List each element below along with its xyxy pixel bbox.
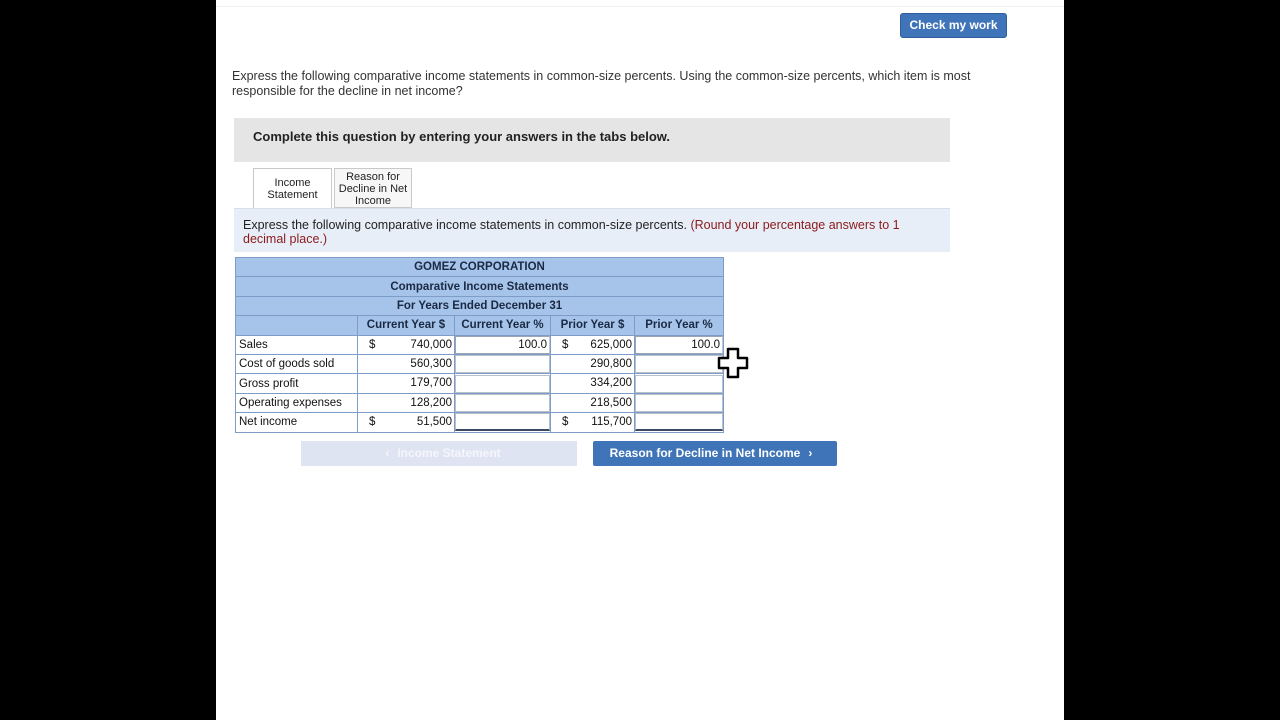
check-my-work-button[interactable]: Check my work xyxy=(900,13,1007,38)
statement-title: Comparative Income Statements xyxy=(236,277,724,296)
table-row xyxy=(236,374,724,393)
row-label: Operating expenses xyxy=(236,393,358,412)
prior-year-percent-input[interactable] xyxy=(635,355,723,373)
instructions-banner: Complete this question by entering your answers in the tabs below. xyxy=(234,118,950,162)
prior-year-percent-cell xyxy=(635,374,724,393)
prior-year-percent-cell xyxy=(635,393,724,412)
prior-year-percent-input[interactable] xyxy=(635,413,723,431)
question-page xyxy=(216,0,1064,720)
current-year-amount xyxy=(358,413,455,432)
tab-income-statement-label: Income Statement xyxy=(267,177,318,201)
previous-tab-label: Income Statement xyxy=(397,446,501,460)
chevron-left-icon: ‹ xyxy=(385,446,390,460)
current-year-percent-cell xyxy=(455,374,551,393)
current-year-percent-cell xyxy=(455,413,551,432)
row-label: Gross profit xyxy=(236,374,358,393)
current-year-percent-cell xyxy=(455,354,551,373)
row-label: Cost of goods sold xyxy=(236,354,358,373)
prior-year-percent-input[interactable] xyxy=(635,375,723,393)
next-tab-button[interactable] xyxy=(593,441,837,466)
amount-value: 560,300 xyxy=(410,357,452,370)
amount-value: 334,200 xyxy=(590,377,632,390)
instructions-text: Express the following comparative income statements in common-size percents. xyxy=(243,218,687,232)
tab-income-statement[interactable] xyxy=(253,168,332,209)
current-year-percent-input[interactable] xyxy=(455,413,550,431)
column-header: Current Year $ xyxy=(358,316,455,335)
question-prompt: Express the following comparative income statements in common-size percents. Using the common-size percents, which item is most responsible for the decline in net income? xyxy=(232,69,971,98)
prior-year-amount xyxy=(551,413,635,432)
amount-value: 290,800 xyxy=(590,357,632,370)
amount-value: 179,700 xyxy=(410,377,452,390)
amount-value: 740,000 xyxy=(410,338,452,351)
prior-year-percent-cell xyxy=(635,354,724,373)
current-year-amount xyxy=(358,335,455,354)
current-year-percent-input[interactable] xyxy=(455,375,550,393)
amount-value: 128,200 xyxy=(410,396,452,409)
prior-year-percent-input[interactable] xyxy=(635,336,723,354)
current-year-percent-input[interactable] xyxy=(455,355,550,373)
income-statement-table xyxy=(235,257,724,433)
prior-year-percent-input[interactable] xyxy=(635,394,723,412)
prior-year-amount xyxy=(551,335,635,354)
amount-value: 218,500 xyxy=(590,396,632,409)
table-row xyxy=(236,335,724,354)
column-header: Current Year % xyxy=(455,316,551,335)
current-year-percent-cell xyxy=(455,335,551,354)
amount-value: 625,000 xyxy=(590,338,632,351)
column-header: Prior Year $ xyxy=(551,316,635,335)
previous-tab-button[interactable] xyxy=(301,441,577,466)
table-row xyxy=(236,393,724,412)
prior-year-percent-cell xyxy=(635,413,724,432)
prior-year-amount xyxy=(551,393,635,412)
currency-symbol: $ xyxy=(562,416,569,429)
table-row xyxy=(236,354,724,373)
tab-reason-for-decline[interactable] xyxy=(334,168,412,208)
current-year-percent-cell xyxy=(455,393,551,412)
currency-symbol: $ xyxy=(369,416,376,429)
prior-year-amount xyxy=(551,374,635,393)
current-year-amount xyxy=(358,354,455,373)
column-header: Prior Year % xyxy=(635,316,724,335)
tab-instructions xyxy=(234,208,950,252)
chevron-right-icon: › xyxy=(808,446,813,460)
tab-reason-label: Reason for Decline in Net Income xyxy=(338,170,408,207)
current-year-percent-input[interactable] xyxy=(455,394,550,412)
prior-year-amount xyxy=(551,354,635,373)
label-column-header xyxy=(236,316,358,335)
top-divider xyxy=(216,6,1064,7)
current-year-amount xyxy=(358,374,455,393)
row-label: Sales xyxy=(236,335,358,354)
move-cursor-icon xyxy=(716,346,750,380)
current-year-percent-input[interactable] xyxy=(455,336,550,354)
current-year-amount xyxy=(358,393,455,412)
table-row xyxy=(236,413,724,432)
currency-symbol: $ xyxy=(369,338,376,351)
currency-symbol: $ xyxy=(562,338,569,351)
prior-year-percent-cell xyxy=(635,335,724,354)
amount-value: 51,500 xyxy=(416,416,452,429)
rounding-note: (Round your percentage answers to 1 decimal place.) xyxy=(243,218,900,246)
next-tab-label: Reason for Decline in Net Income xyxy=(609,446,801,460)
company-name: GOMEZ CORPORATION xyxy=(236,258,724,277)
row-label: Net income xyxy=(236,413,358,432)
statement-period: For Years Ended December 31 xyxy=(236,296,724,315)
amount-value: 115,700 xyxy=(591,416,632,429)
